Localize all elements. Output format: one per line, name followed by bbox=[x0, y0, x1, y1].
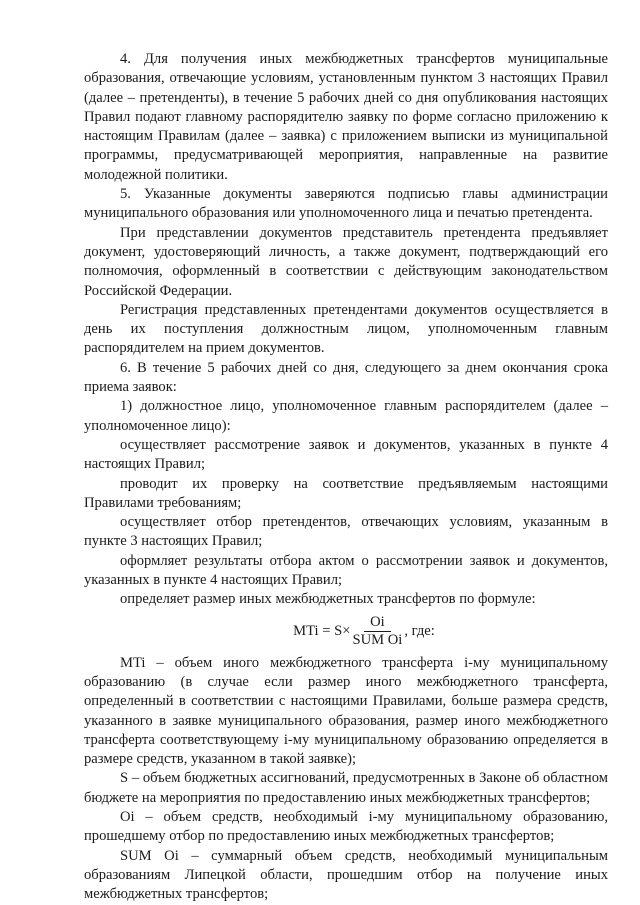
definition-oi: Oi – объем средств, необходимый i-му муниципальному образованию, прошедшему отбор по предоставлению иных межбюджетных трансфертов; bbox=[84, 808, 608, 845]
formula-fraction bbox=[352, 614, 402, 649]
paragraph-6-item-1: 1) должностное лицо, уполномоченное главным распорядителем (далее – уполномоченное лицо): bbox=[84, 398, 608, 434]
paragraph-registration: Регистрация представленных претендентами документов осуществляется в день их поступления должностным лицом, уполномоченным главным распорядителем на прием документов. bbox=[84, 301, 608, 357]
duty-check: проводит их проверку на соответствие предъявляемым настоящими Правилами требованиям; bbox=[84, 475, 608, 511]
formula-numerator: Oi bbox=[364, 614, 391, 632]
document-page bbox=[84, 50, 608, 904]
paragraph-4: 4. Для получения иных межбюджетных трансфертов муниципальные образования, отвечающие условиям, установленным пунктом 3 настоящих Правил (далее – претенденты), в течение 5 рабочих дней со дня опубликования настоящих Правил подают главному распорядителю заявку по форме согласно приложению к настоящим Правилам (далее – заявка) с приложением выписки из муниципальной программы, предусматривающей мероприятия, направленные на развитие молодежной политики. bbox=[84, 51, 608, 183]
duty-selection: осуществляет отбор претендентов, отвечающих условиям, указанным в пункте 3 настоящих Правил; bbox=[84, 514, 608, 550]
paragraph-6: 6. В течение 5 рабочих дней со дня, следующего за днем окончания срока приема заявок: bbox=[84, 359, 608, 396]
duty-review: осуществляет рассмотрение заявок и документов, указанных в пункте 4 настоящих Правил; bbox=[84, 436, 608, 473]
paragraph-5: 5. Указанные документы заверяются подписью главы администрации муниципального образования или уполномоченного лица и печатью претендента. bbox=[84, 186, 608, 222]
definition-s: S – объем бюджетных ассигнований, предусмотренных в Законе об областном бюджете на мероприятия по предоставлению иных межбюджетных трансфертов; bbox=[84, 770, 608, 806]
duty-formula-intro: определяет размер иных межбюджетных трансфертов по формуле: bbox=[120, 591, 536, 608]
formula-left: MTi = S× bbox=[293, 622, 351, 639]
transfer-formula bbox=[120, 610, 608, 654]
duty-act: оформляет результаты отбора актом о рассмотрении заявок и документов, указанных в пункте 4 настоящих Правил; bbox=[84, 552, 608, 589]
definition-mti: MTi – объем иного межбюджетного трансферта i-му муниципальному образованию (в случае если размер иного межбюджетного трансферта, определенный в соответствии с настоящими Правилами, больше размера средств, указанного в заявке муниципального образования, размер иного межбюджетного трансферта соответствующему i-му муниципальному образованию определяется в размере средств, указанном в такой заявке); bbox=[84, 654, 608, 768]
definition-sum-oi: SUM Oi – суммарный объем средств, необходимый муниципальным образованиям Липецкой области, прошедшим отбор на получение иных межбюджетных трансфертов; bbox=[84, 847, 608, 903]
paragraph-documents-presentation: При представлении документов представитель претендента предъявляет документ, удостоверяющий личность, а также документ, подтверждающий его полномочия, оформленный в соответствии с действующим законодательством Российской Федерации. bbox=[84, 224, 608, 299]
formula-denominator: SUM Oi bbox=[352, 632, 403, 649]
formula-suffix: , где: bbox=[404, 622, 435, 639]
